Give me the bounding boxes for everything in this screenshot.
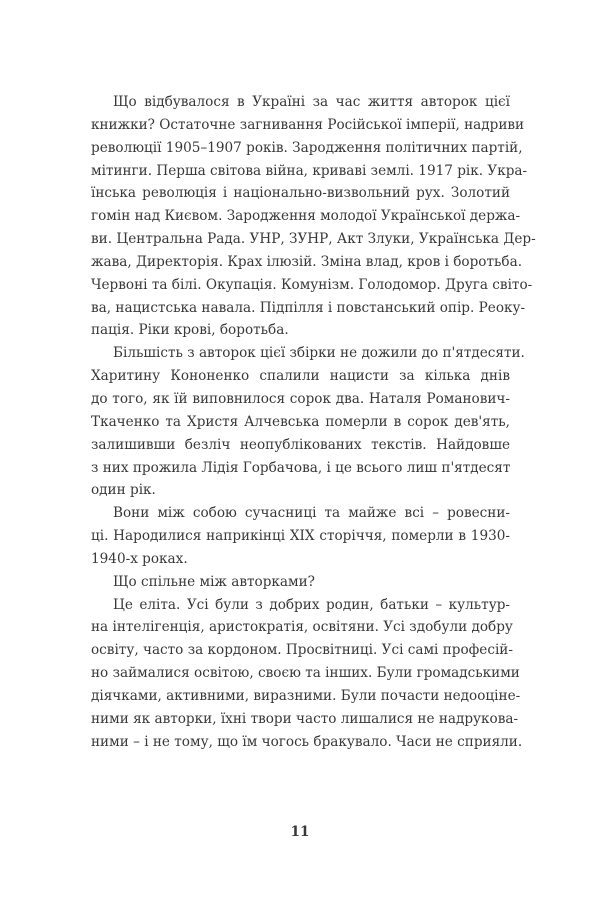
text-line: на інтелігенція, аристократія, освітяни. Усі здобули добру: [91, 619, 513, 636]
text-line: Що спільне між авторками?: [113, 573, 315, 590]
text-line: Ткаченко та Христя Алчевська померли в сорок дев'ять,: [91, 413, 510, 430]
text-line: один рік.: [91, 482, 156, 499]
text-line: їнська революція і національно-визвольний рух. Золотий: [91, 185, 510, 202]
paragraph-2: [91, 342, 525, 502]
text-line: діячками, активними, виразними. Були почасти недооціне-: [91, 687, 521, 704]
text-line: ва, нацистська навала. Підпілля і повстанський опір. Реоку-: [91, 299, 526, 316]
paragraph-5: [91, 594, 523, 754]
text-line: залишивши безліч неопублікованих текстів. Найдовше: [91, 436, 510, 453]
paragraph-3: [91, 502, 510, 571]
text-line: Харитину Кононенко спалили нацисти за кілька днів: [91, 368, 510, 385]
text-line: Це еліта. Усі були з добрих родин, батьки – культур-: [113, 596, 510, 613]
paragraph-1: [91, 91, 536, 342]
paragraph-4: [91, 571, 510, 594]
text-line: но займалися освітою, своєю та інших. Були громадськими: [91, 665, 520, 682]
text-line: революції 1905–1907 років. Зародження політичних партій,: [91, 139, 523, 156]
page-number: 11: [290, 824, 310, 840]
text-line: книжки? Остаточне загнивання Російської імперії, надриви: [91, 116, 525, 133]
text-line: ними – і не тому, що їм чогось бракувало. Часи не сприяли.: [91, 733, 523, 750]
body-text: [91, 91, 536, 753]
text-line: Що відбувалося в Україні за час життя авторок цієї: [113, 94, 510, 110]
text-line: до того, як їй виповнилося сорок два. Наталя Романович-: [91, 390, 510, 407]
text-line: ці. Народилися наприкінці XIX сторіччя, померли в 1930-: [91, 528, 510, 545]
text-line: ними як авторки, їхні твори часто лишалися не надрукова-: [91, 710, 519, 727]
text-line: гомін над Києвом. Зародження молодої Української держа-: [91, 208, 521, 225]
text-line: освіту, часто за кордоном. Просвітниці. Усі самі професій-: [91, 642, 513, 659]
text-line: ви. Центральна Рада. УНР, ЗУНР, Акт Злуки, Українська Дер-: [91, 231, 536, 248]
text-line: Вони між собою сучасниці та майже всі – ровесни-: [113, 505, 510, 522]
text-line: з них прожила Лідія Горбачова, і це всього лиш п'ятдесят: [91, 459, 511, 476]
text-line: Червоні та білі. Окупація. Комунізм. Голодомор. Друга світо-: [91, 276, 533, 293]
text-line: пація. Ріки крові, боротьба.: [91, 322, 289, 339]
text-line: Більшість з авторок цієї збірки не дожили до п'ятдесяти.: [113, 345, 525, 362]
text-line: жава, Директорія. Крах ілюзій. Зміна влад, кров і боротьба.: [91, 253, 523, 270]
text-line: 1940-х роках.: [91, 550, 188, 567]
text-line: мітинги. Перша світова війна, криваві землі. 1917 рік. Укра-: [91, 162, 528, 179]
